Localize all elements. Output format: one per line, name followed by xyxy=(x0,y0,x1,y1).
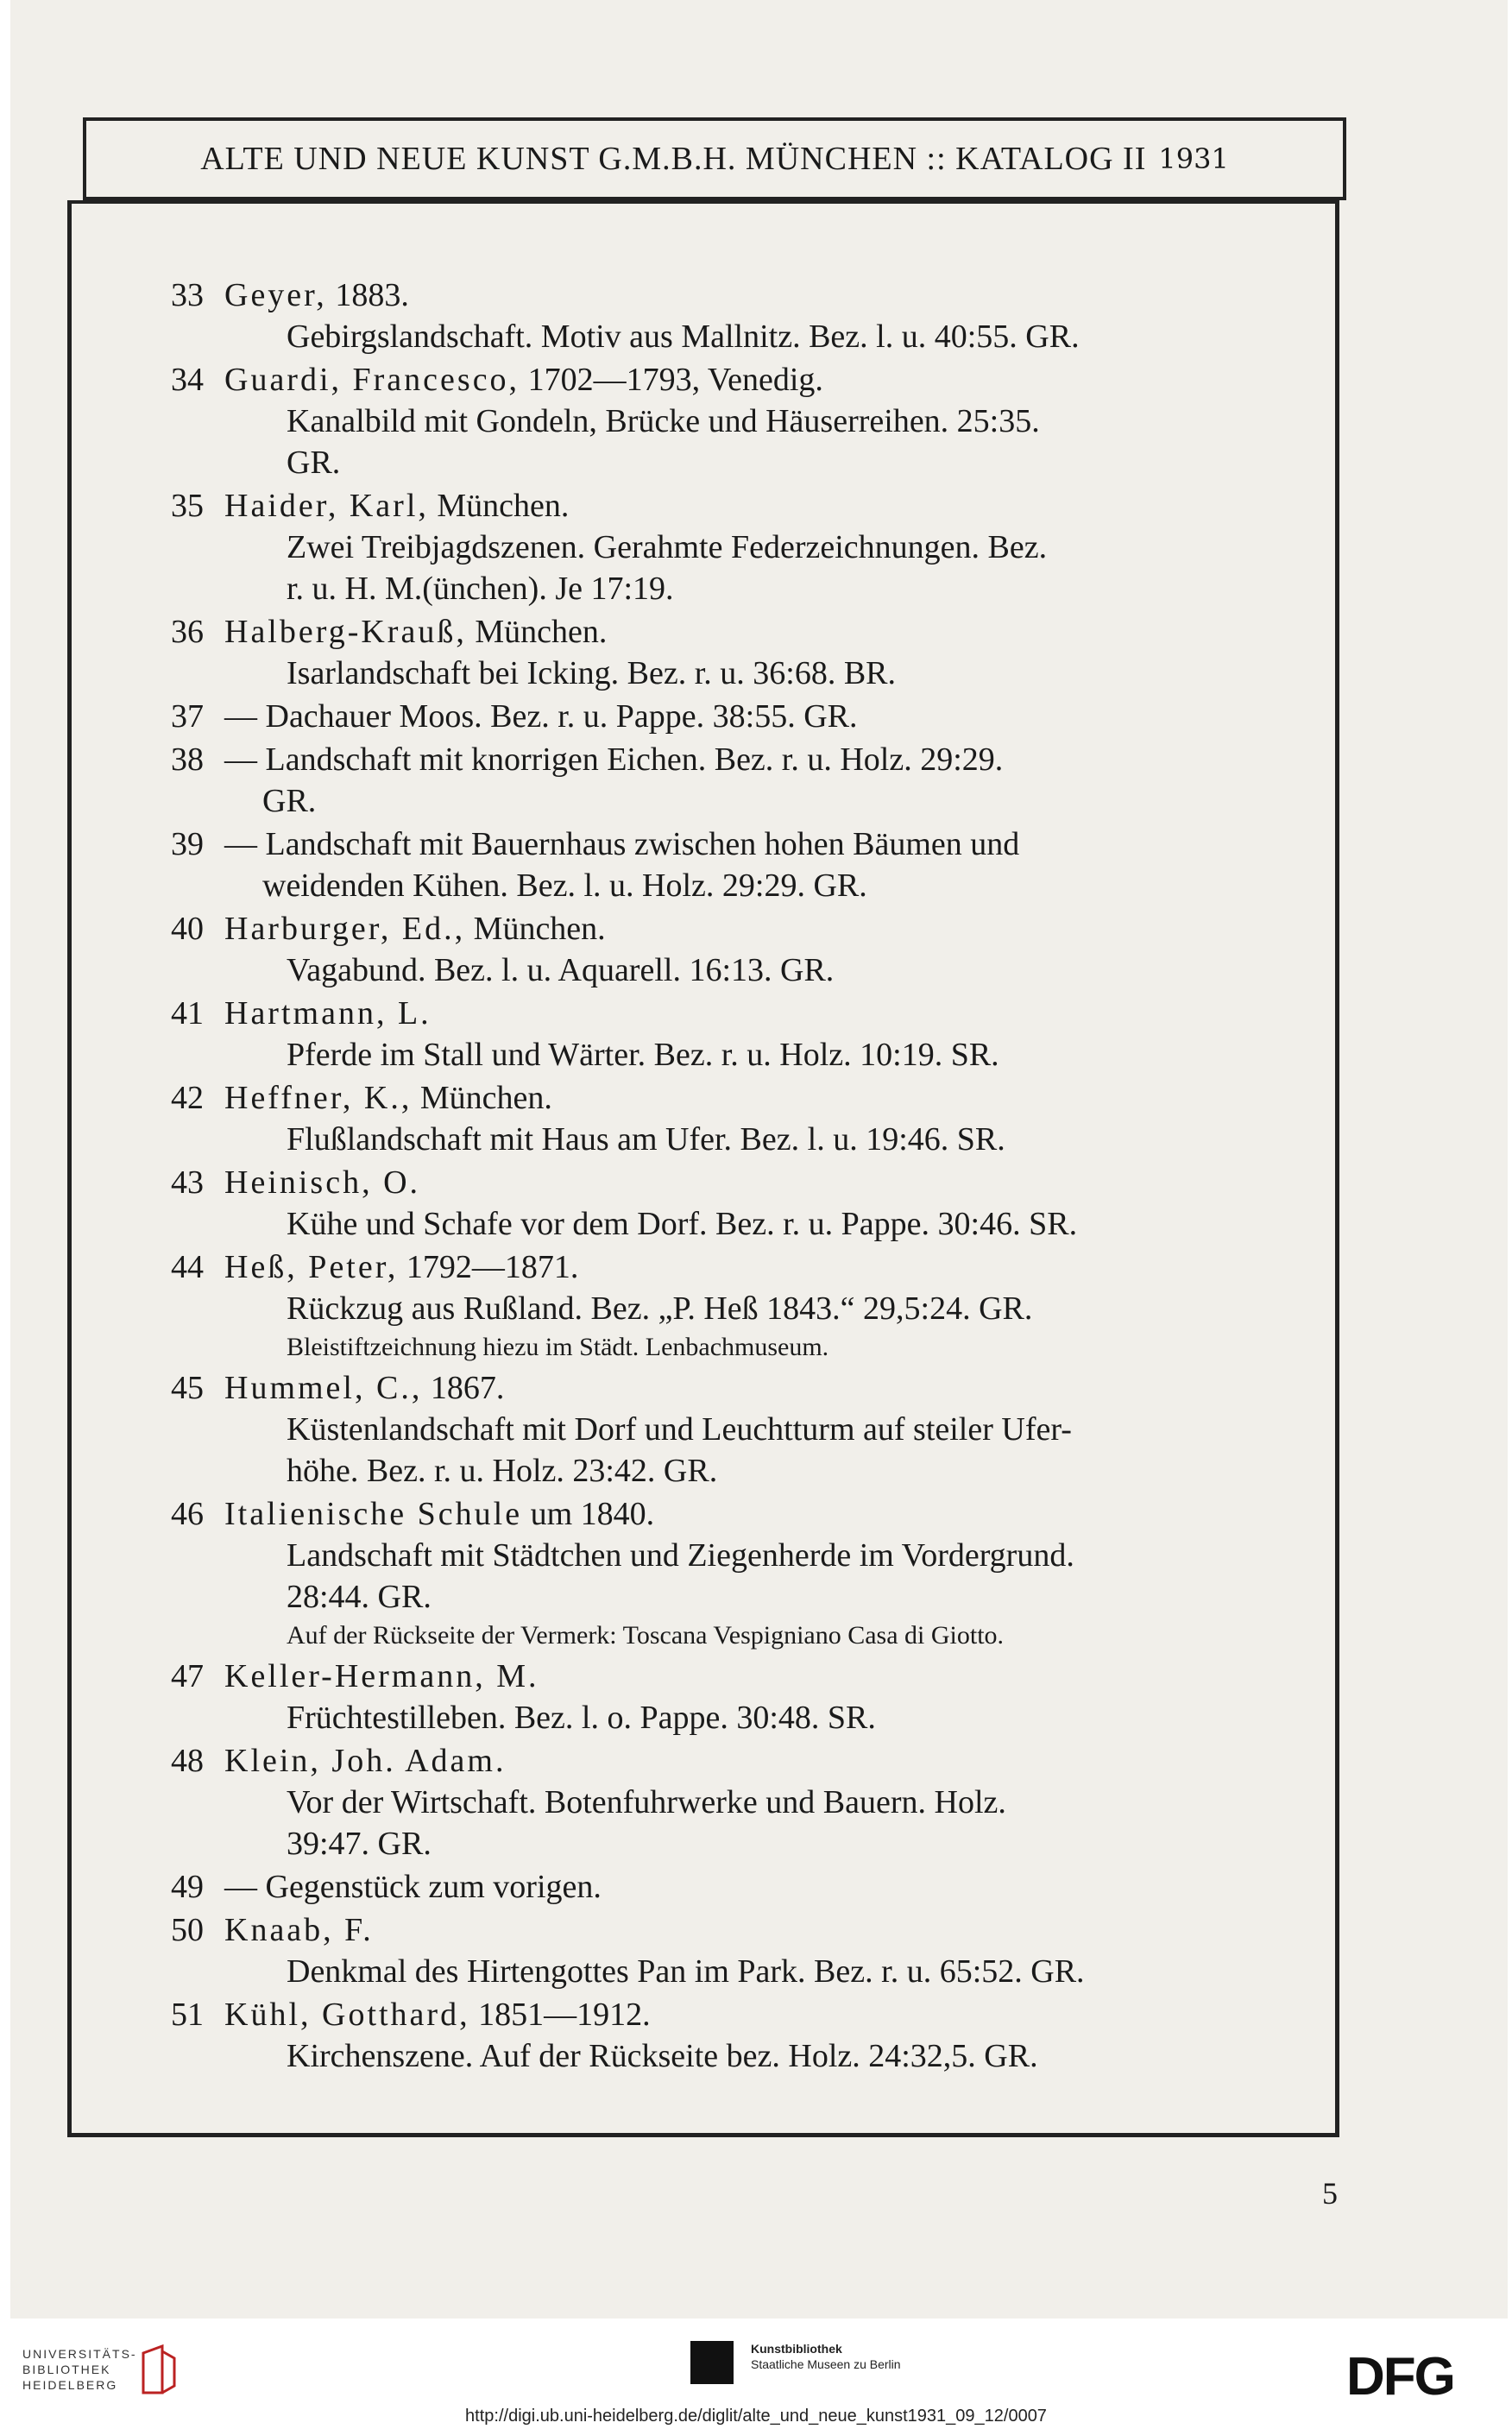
entry-number: 43 xyxy=(171,1164,204,1201)
entry-heading-rest: 1883. xyxy=(326,277,409,313)
entry-heading-rest: um 1840. xyxy=(522,1496,655,1532)
artist-name: Heß, Peter, xyxy=(224,1249,399,1285)
entry-description: GR. xyxy=(262,783,317,819)
page-number: 5 xyxy=(1322,2176,1338,2211)
entry-number: 35 xyxy=(171,488,204,524)
entry-body xyxy=(224,611,1260,694)
entry-heading xyxy=(224,359,1260,401)
catalog-entry xyxy=(147,696,1260,737)
catalog-entry xyxy=(147,359,1260,483)
entry-heading-rest: München. xyxy=(465,911,606,947)
entry-heading-rest: 1702—1793, Venedig. xyxy=(520,362,823,398)
entry-heading xyxy=(224,908,1260,950)
catalog-entry xyxy=(147,908,1260,991)
entry-description: Kanalbild mit Gondeln, Brücke und Häuserreihen. 25:35. xyxy=(287,403,1040,439)
university-line: UNIVERSITÄTS- xyxy=(22,2347,137,2361)
entry-number: 45 xyxy=(171,1370,204,1406)
entry-heading xyxy=(224,1246,1260,1288)
entry-description: 28:44. GR. xyxy=(287,1579,432,1615)
kunstbibliothek-label[interactable] xyxy=(751,2341,901,2372)
university-line: HEIDELBERG xyxy=(22,2378,118,2392)
catalog-entry xyxy=(147,739,1260,822)
entry-number: 34 xyxy=(171,362,204,398)
entry-body xyxy=(224,696,1260,737)
entry-heading xyxy=(224,823,1260,865)
source-url-link[interactable]: http://digi.ub.uni-heidelberg.de/diglit/alte_und_neue_kunst1931_09_12/0007 xyxy=(465,2407,1047,2426)
entry-heading-rest: 1851—1912. xyxy=(469,1997,651,2033)
entry-body xyxy=(224,485,1260,609)
kb-subtitle: Staatliche Museen zu Berlin xyxy=(751,2357,901,2371)
entry-description: Denkmal des Hirtengottes Pan im Park. Bez. r. u. 65:52. GR. xyxy=(287,1953,1085,1990)
entry-number: 50 xyxy=(171,1912,204,1948)
entry-heading-rest: München. xyxy=(428,488,570,524)
entry-body xyxy=(224,823,1260,906)
entry-number: 39 xyxy=(171,826,204,862)
catalog-title: ALTE UND NEUE KUNST G.M.B.H. MÜNCHEN :: KATALOG II xyxy=(200,141,1147,177)
entry-description: weidenden Kühen. Bez. l. u. Holz. 29:29. GR. xyxy=(262,868,867,904)
catalog-entry xyxy=(147,1994,1260,2077)
entry-number: 33 xyxy=(171,277,204,313)
catalog-entry xyxy=(147,1909,1260,1992)
entry-description: 39:47. GR. xyxy=(287,1826,432,1862)
entry-number: 44 xyxy=(171,1249,204,1285)
entry-heading xyxy=(224,1740,1260,1782)
dfg-logo[interactable]: DFG xyxy=(1346,2347,1454,2407)
catalog-entry xyxy=(147,485,1260,609)
entry-body xyxy=(224,1162,1260,1245)
entry-number: 42 xyxy=(171,1080,204,1116)
artist-name: Harburger, Ed., xyxy=(224,911,466,947)
catalog-entry xyxy=(147,1077,1260,1160)
kunstbibliothek-logo-icon xyxy=(690,2341,734,2384)
artist-name: Geyer, xyxy=(224,277,327,313)
kb-title: Kunstbibliothek xyxy=(751,2342,842,2356)
entry-description: höhe. Bez. r. u. Holz. 23:42. GR. xyxy=(287,1453,718,1489)
catalog-entry xyxy=(147,611,1260,694)
entry-body xyxy=(224,993,1260,1076)
entry-note: Auf der Rückseite der Vermerk: Toscana Vespigniano Casa di Giotto. xyxy=(287,1621,1005,1650)
artist-name: Halberg-Krauß, xyxy=(224,614,467,650)
entry-heading xyxy=(224,1162,1260,1203)
entry-heading-rest: München. xyxy=(466,614,608,650)
entry-description: Pferde im Stall und Wärter. Bez. r. u. Holz. 10:19. SR. xyxy=(287,1037,999,1073)
entry-heading xyxy=(224,485,1260,527)
entry-heading xyxy=(224,274,1260,316)
entry-heading xyxy=(224,1367,1260,1409)
entry-body xyxy=(224,1740,1260,1864)
university-logo-icon xyxy=(136,2343,180,2398)
university-line: BIBLIOTHEK xyxy=(22,2363,111,2376)
entry-number: 49 xyxy=(171,1869,204,1905)
entry-heading xyxy=(224,739,1260,780)
entry-body xyxy=(224,1246,1260,1366)
artist-name: Hartmann, L. xyxy=(224,995,432,1032)
catalog-entry xyxy=(147,1656,1260,1738)
artist-name: Hummel, C., xyxy=(224,1370,423,1406)
entry-list xyxy=(147,274,1260,2079)
catalog-header xyxy=(83,117,1346,200)
entry-heading xyxy=(224,1866,1260,1908)
entry-description: Vor der Wirtschaft. Botenfuhrwerke und Bauern. Holz. xyxy=(287,1784,1006,1820)
entry-heading xyxy=(224,1909,1260,1951)
artist-name: Heffner, K., xyxy=(224,1080,413,1116)
catalog-entry xyxy=(147,1740,1260,1864)
entry-body xyxy=(224,739,1260,822)
entry-heading xyxy=(224,1493,1260,1535)
entry-description: Zwei Treibjagdszenen. Gerahmte Federzeichnungen. Bez. xyxy=(287,529,1048,565)
entry-description: Rückzug aus Rußland. Bez. „P. Heß 1843.“ 29,5:24. GR. xyxy=(287,1290,1033,1327)
entry-heading xyxy=(224,1656,1260,1697)
entry-description: Gebirgslandschaft. Motiv aus Mallnitz. Bez. l. u. 40:55. GR. xyxy=(287,319,1080,355)
artist-name: Kühl, Gotthard, xyxy=(224,1997,470,2033)
entry-description: GR. xyxy=(287,445,341,481)
entry-heading xyxy=(224,611,1260,653)
entry-heading xyxy=(224,1077,1260,1119)
entry-body xyxy=(224,1656,1260,1738)
entry-heading xyxy=(224,1994,1260,2035)
entry-heading xyxy=(224,993,1260,1034)
entry-heading-rest: 1792—1871. xyxy=(398,1249,579,1285)
entry-description: Landschaft mit Städtchen und Ziegenherde im Vordergrund. xyxy=(287,1537,1074,1574)
artist-name: Haider, Karl, xyxy=(224,488,429,524)
artist-name: Knaab, F. xyxy=(224,1912,374,1948)
entry-heading-rest: — Landschaft mit Bauernhaus zwischen hohen Bäumen und xyxy=(224,826,1020,862)
catalog-entry xyxy=(147,1493,1260,1654)
entry-body xyxy=(224,1367,1260,1492)
entry-number: 46 xyxy=(171,1496,204,1532)
catalog-entry xyxy=(147,1367,1260,1492)
entry-description: Flußlandschaft mit Haus am Ufer. Bez. l. u. 19:46. SR. xyxy=(287,1121,1005,1158)
entry-heading-rest: — Dachauer Moos. Bez. r. u. Pappe. 38:55. GR. xyxy=(224,698,858,735)
entry-number: 41 xyxy=(171,995,204,1032)
entry-heading-rest: — Gegenstück zum vorigen. xyxy=(224,1869,602,1905)
university-library-logo-text[interactable] xyxy=(22,2346,137,2393)
entry-number: 37 xyxy=(171,698,204,735)
entry-number: 36 xyxy=(171,614,204,650)
entry-number: 40 xyxy=(171,911,204,947)
entry-description: Vagabund. Bez. l. u. Aquarell. 16:13. GR. xyxy=(287,952,835,988)
entry-description: Küstenlandschaft mit Dorf und Leuchtturm auf steiler Ufer- xyxy=(287,1411,1072,1448)
artist-name: Guardi, Francesco, xyxy=(224,362,520,398)
artist-name: Keller-Hermann, M. xyxy=(224,1658,539,1694)
digitization-footer xyxy=(0,2322,1512,2429)
entry-body xyxy=(224,1866,1260,1908)
catalog-entry xyxy=(147,1162,1260,1245)
entry-number: 38 xyxy=(171,741,204,778)
entry-body xyxy=(224,1077,1260,1160)
entry-body xyxy=(224,359,1260,483)
entry-note: Bleistiftzeichnung hiezu im Städt. Lenbachmuseum. xyxy=(287,1333,829,1361)
catalog-entry xyxy=(147,823,1260,906)
entry-heading xyxy=(224,696,1260,737)
artist-name: Italienische Schule xyxy=(224,1496,523,1532)
entry-body xyxy=(224,1994,1260,2077)
entry-description: Früchtestilleben. Bez. l. o. Pappe. 30:48. SR. xyxy=(287,1700,876,1736)
entry-heading-rest: — Landschaft mit knorrigen Eichen. Bez. r. u. Holz. 29:29. xyxy=(224,741,1004,778)
entry-number: 51 xyxy=(171,1997,204,2033)
catalog-year: 1931 xyxy=(1158,142,1229,175)
catalog-entry xyxy=(147,274,1260,357)
entry-body xyxy=(224,1909,1260,1992)
entry-body xyxy=(224,908,1260,991)
catalog-entry xyxy=(147,1866,1260,1908)
entry-description: Kirchenszene. Auf der Rückseite bez. Holz. 24:32,5. GR. xyxy=(287,2038,1038,2074)
catalog-entry xyxy=(147,1246,1260,1366)
entry-description: Kühe und Schafe vor dem Dorf. Bez. r. u. Pappe. 30:46. SR. xyxy=(287,1206,1078,1242)
artist-name: Klein, Joh. Adam. xyxy=(224,1743,507,1779)
entry-body xyxy=(224,274,1260,357)
entry-number: 47 xyxy=(171,1658,204,1694)
artist-name: Heinisch, O. xyxy=(224,1164,421,1201)
entry-description: Isarlandschaft bei Icking. Bez. r. u. 36:68. BR. xyxy=(287,655,897,691)
entry-heading-rest: 1867. xyxy=(422,1370,505,1406)
entry-body xyxy=(224,1493,1260,1654)
catalog-entry xyxy=(147,993,1260,1076)
entry-number: 48 xyxy=(171,1743,204,1779)
entry-description: r. u. H. M.(ünchen). Je 17:19. xyxy=(287,571,674,607)
entry-heading-rest: München. xyxy=(412,1080,552,1116)
